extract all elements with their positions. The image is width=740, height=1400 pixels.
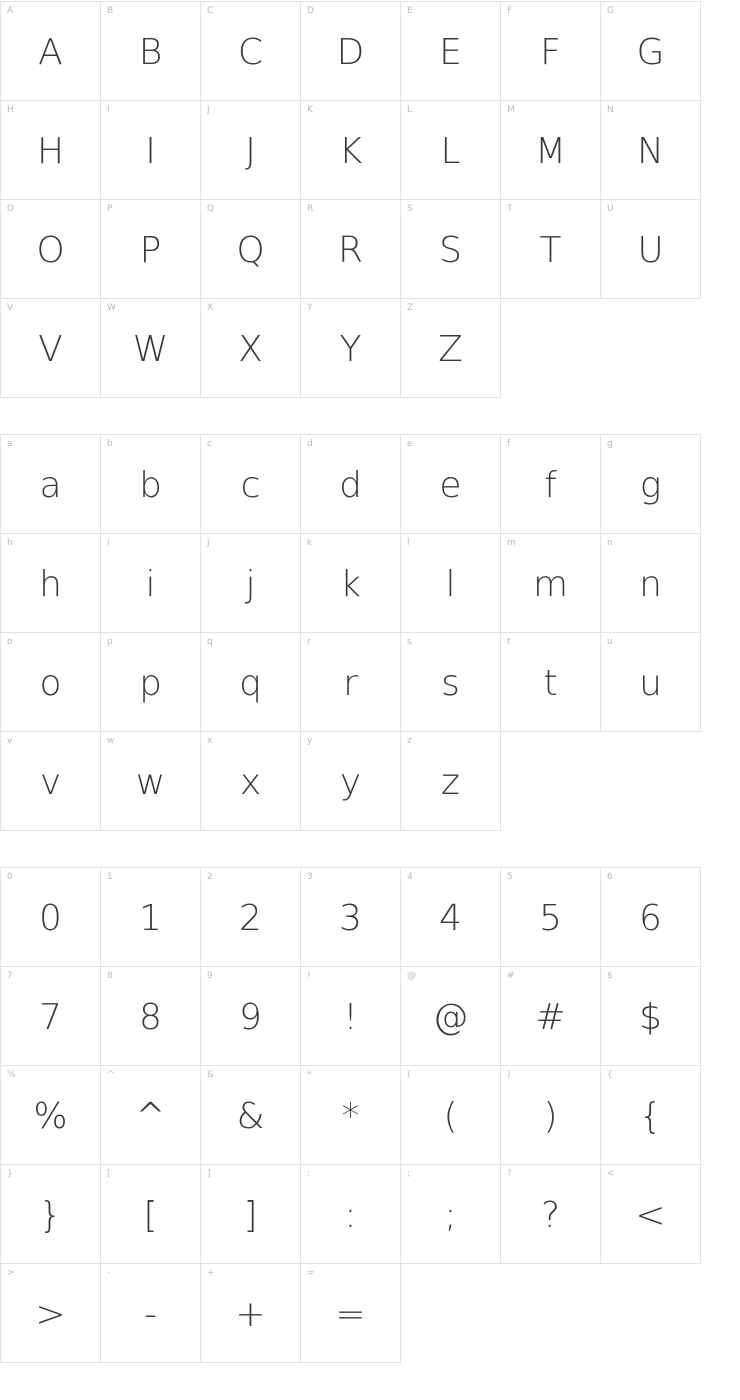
glyph-character: @ bbox=[432, 997, 469, 1038]
glyph-character: - bbox=[144, 1294, 157, 1335]
glyph-cell[interactable] bbox=[101, 2, 201, 101]
glyph-tag: ( bbox=[407, 1070, 411, 1080]
glyph-cell-empty bbox=[601, 732, 701, 831]
glyph-cell[interactable] bbox=[501, 2, 601, 101]
glyph-character: t bbox=[543, 663, 558, 704]
glyph-cell[interactable] bbox=[601, 1066, 701, 1165]
glyph-tag: K bbox=[307, 105, 313, 115]
glyph-tag: ) bbox=[507, 1070, 511, 1080]
glyph-cell[interactable] bbox=[501, 967, 601, 1066]
glyph-character: # bbox=[535, 997, 566, 1038]
glyph-cell[interactable] bbox=[601, 2, 701, 101]
glyph-tag: * bbox=[307, 1070, 312, 1080]
glyph-cell[interactable] bbox=[401, 435, 501, 534]
glyph-tag: O bbox=[7, 204, 15, 214]
glyph-tag: 6 bbox=[607, 872, 613, 882]
glyph-character: R bbox=[337, 230, 363, 271]
glyph-cell[interactable] bbox=[1, 1066, 101, 1165]
glyph-character: : bbox=[344, 1195, 357, 1236]
glyph-cell[interactable] bbox=[601, 1165, 701, 1264]
glyph-tag: A bbox=[7, 6, 14, 16]
glyph-tag: N bbox=[607, 105, 614, 115]
glyph-tag: h bbox=[7, 538, 13, 548]
glyph-cell[interactable] bbox=[601, 101, 701, 200]
glyph-cell[interactable] bbox=[301, 299, 401, 398]
glyph-cell[interactable] bbox=[301, 200, 401, 299]
glyph-cell[interactable] bbox=[201, 2, 301, 101]
glyph-cell[interactable] bbox=[1, 200, 101, 299]
glyph-cell[interactable] bbox=[601, 200, 701, 299]
glyph-tag: y bbox=[307, 736, 313, 746]
glyph-tag: 7 bbox=[7, 971, 13, 981]
glyph-character: T bbox=[539, 230, 562, 271]
glyph-character: S bbox=[439, 230, 462, 271]
glyph-tag: U bbox=[607, 204, 614, 214]
glyph-character: 5 bbox=[539, 898, 562, 939]
glyph-cell[interactable] bbox=[101, 435, 201, 534]
glyph-cell[interactable] bbox=[401, 967, 501, 1066]
glyph-tag: Q bbox=[207, 204, 215, 214]
glyph-character: J bbox=[245, 131, 256, 172]
glyph-tag: i bbox=[107, 538, 110, 548]
glyph-character: D bbox=[336, 32, 365, 73]
glyph-cell-empty bbox=[501, 732, 601, 831]
glyph-tag: n bbox=[607, 538, 613, 548]
glyph-cell[interactable] bbox=[501, 534, 601, 633]
glyph-character: F bbox=[540, 32, 561, 73]
glyph-cell[interactable] bbox=[401, 633, 501, 732]
glyph-character: 3 bbox=[339, 898, 362, 939]
glyph-cell[interactable] bbox=[101, 101, 201, 200]
glyph-tag: 8 bbox=[107, 971, 113, 981]
glyph-cell[interactable] bbox=[201, 1066, 301, 1165]
glyph-tag: q bbox=[207, 637, 213, 647]
glyph-character: 2 bbox=[239, 898, 262, 939]
glyph-cell[interactable] bbox=[201, 299, 301, 398]
glyph-tag: > bbox=[7, 1268, 15, 1278]
glyph-cell-empty bbox=[501, 299, 601, 398]
glyph-cell-empty bbox=[601, 1264, 701, 1363]
glyph-character: ( bbox=[443, 1096, 458, 1137]
glyph-tag: e bbox=[407, 439, 413, 449]
glyph-cell[interactable] bbox=[301, 1066, 401, 1165]
glyph-cell[interactable] bbox=[201, 1264, 301, 1363]
glyph-cell[interactable] bbox=[201, 101, 301, 200]
glyph-character: $ bbox=[639, 997, 662, 1038]
glyph-character: X bbox=[238, 329, 263, 370]
glyph-cell[interactable] bbox=[501, 1165, 601, 1264]
glyph-tag: E bbox=[407, 6, 413, 16]
glyph-character: [ bbox=[143, 1195, 158, 1236]
glyph-cell[interactable] bbox=[601, 534, 701, 633]
glyph-character: I bbox=[145, 131, 156, 172]
glyph-cell[interactable] bbox=[1, 2, 101, 101]
glyph-character: f bbox=[544, 465, 557, 506]
glyph-character: Z bbox=[438, 329, 463, 370]
glyph-character: B bbox=[138, 32, 163, 73]
glyph-tag: : bbox=[307, 1169, 311, 1179]
glyph-tag: D bbox=[307, 6, 314, 16]
glyph-tag: < bbox=[607, 1169, 615, 1179]
glyph-character: C bbox=[237, 32, 264, 73]
glyph-cell[interactable] bbox=[601, 967, 701, 1066]
glyph-character: ^ bbox=[135, 1096, 166, 1137]
glyph-tag: S bbox=[407, 204, 413, 214]
glyph-character: U bbox=[637, 230, 664, 271]
glyph-tag: Y bbox=[307, 303, 313, 313]
glyph-cell[interactable] bbox=[201, 534, 301, 633]
glyph-character: c bbox=[240, 465, 261, 506]
glyph-character: G bbox=[636, 32, 665, 73]
glyph-tag: I bbox=[107, 105, 110, 115]
glyph-cell[interactable] bbox=[301, 2, 401, 101]
glyph-cell[interactable] bbox=[101, 633, 201, 732]
glyph-cell[interactable] bbox=[601, 435, 701, 534]
glyph-cell[interactable] bbox=[501, 200, 601, 299]
glyph-tag: P bbox=[107, 204, 113, 214]
glyph-character: W bbox=[132, 329, 169, 370]
glyph-tag: J bbox=[207, 105, 210, 115]
glyph-character: } bbox=[39, 1195, 62, 1236]
glyph-cell[interactable] bbox=[401, 101, 501, 200]
glyph-cell[interactable] bbox=[101, 868, 201, 967]
glyph-character: q bbox=[239, 663, 262, 704]
glyph-cell[interactable] bbox=[201, 435, 301, 534]
glyph-tag: [ bbox=[107, 1169, 111, 1179]
glyph-tag: W bbox=[107, 303, 116, 313]
glyph-tag: ^ bbox=[107, 1070, 115, 1080]
glyph-character: w bbox=[135, 762, 166, 803]
section-lowercase bbox=[0, 434, 740, 831]
glyph-cell[interactable] bbox=[301, 633, 401, 732]
glyph-character: g bbox=[639, 465, 662, 506]
glyph-tag: z bbox=[407, 736, 412, 746]
glyph-cell[interactable] bbox=[401, 732, 501, 831]
glyph-tag: k bbox=[307, 538, 313, 548]
glyph-character: b bbox=[139, 465, 162, 506]
glyph-tag: G bbox=[607, 6, 614, 16]
glyph-tag: B bbox=[107, 6, 114, 16]
section-gap bbox=[0, 398, 740, 434]
glyph-cell[interactable] bbox=[601, 868, 701, 967]
glyph-character: i bbox=[145, 564, 156, 605]
glyph-cell[interactable] bbox=[1, 299, 101, 398]
glyph-tag: t bbox=[507, 637, 511, 647]
section-uppercase bbox=[0, 1, 740, 398]
glyph-tag: X bbox=[207, 303, 214, 313]
glyph-character: v bbox=[39, 762, 62, 803]
glyph-cell[interactable] bbox=[501, 1066, 601, 1165]
glyph-cell[interactable] bbox=[1, 534, 101, 633]
glyph-character: 9 bbox=[239, 997, 262, 1038]
glyph-cell[interactable] bbox=[101, 967, 201, 1066]
glyph-cell[interactable] bbox=[1, 1264, 101, 1363]
glyph-character: A bbox=[38, 32, 63, 73]
glyph-tag: 1 bbox=[107, 872, 113, 882]
glyph-grid bbox=[0, 434, 701, 831]
glyph-cell[interactable] bbox=[601, 633, 701, 732]
glyph-cell[interactable] bbox=[401, 2, 501, 101]
glyph-cell[interactable] bbox=[301, 732, 401, 831]
glyph-character: & bbox=[236, 1096, 265, 1137]
glyph-character: ) bbox=[543, 1096, 558, 1137]
sections-root bbox=[0, 1, 740, 1363]
glyph-cell[interactable] bbox=[301, 967, 401, 1066]
glyph-tag: 3 bbox=[307, 872, 313, 882]
glyph-tag: x bbox=[207, 736, 213, 746]
glyph-tag: & bbox=[207, 1070, 215, 1080]
glyph-tag: g bbox=[607, 439, 613, 449]
glyph-tag: c bbox=[207, 439, 212, 449]
glyph-character: L bbox=[440, 131, 461, 172]
glyph-character: Q bbox=[236, 230, 265, 271]
glyph-tag: 4 bbox=[407, 872, 413, 882]
glyph-cell[interactable] bbox=[301, 101, 401, 200]
glyph-tag: 5 bbox=[507, 872, 513, 882]
glyph-tag: } bbox=[7, 1169, 13, 1179]
glyph-tag: H bbox=[7, 105, 14, 115]
glyph-character: s bbox=[441, 663, 460, 704]
glyph-tag: j bbox=[207, 538, 210, 548]
glyph-character: ] bbox=[243, 1195, 258, 1236]
glyph-tag: F bbox=[507, 6, 513, 16]
glyph-character: ! bbox=[343, 997, 358, 1038]
glyph-character: * bbox=[341, 1096, 360, 1137]
glyph-cell[interactable] bbox=[101, 200, 201, 299]
glyph-cell[interactable] bbox=[1, 101, 101, 200]
glyph-cell[interactable] bbox=[201, 967, 301, 1066]
glyph-tag: v bbox=[7, 736, 13, 746]
glyph-tag: m bbox=[507, 538, 516, 548]
glyph-tag: a bbox=[7, 439, 13, 449]
glyph-tag: 2 bbox=[207, 872, 213, 882]
glyph-character: P bbox=[139, 230, 162, 271]
glyph-cell[interactable] bbox=[101, 1066, 201, 1165]
glyph-tag: - bbox=[107, 1268, 111, 1278]
glyph-cell[interactable] bbox=[1, 633, 101, 732]
glyph-character: 7 bbox=[39, 997, 62, 1038]
glyph-character: u bbox=[639, 663, 662, 704]
glyph-character: l bbox=[445, 564, 456, 605]
glyph-character: x bbox=[239, 762, 262, 803]
glyph-tag: s bbox=[407, 637, 412, 647]
glyph-character: d bbox=[339, 465, 362, 506]
glyph-character: z bbox=[441, 762, 460, 803]
glyph-cell[interactable] bbox=[501, 101, 601, 200]
glyph-cell[interactable] bbox=[401, 299, 501, 398]
glyph-grid bbox=[0, 1, 701, 398]
glyph-tag: w bbox=[107, 736, 115, 746]
glyph-cell[interactable] bbox=[501, 868, 601, 967]
glyph-character: + bbox=[235, 1294, 266, 1335]
glyph-cell[interactable] bbox=[201, 200, 301, 299]
glyph-character: < bbox=[635, 1195, 666, 1236]
glyph-character: % bbox=[33, 1096, 68, 1137]
glyph-cell[interactable] bbox=[1, 1165, 101, 1264]
glyph-character: Y bbox=[339, 329, 362, 370]
glyph-character: e bbox=[439, 465, 462, 506]
glyph-character: M bbox=[534, 131, 567, 172]
glyph-character: 6 bbox=[639, 898, 662, 939]
glyph-tag: # bbox=[507, 971, 515, 981]
glyph-cell[interactable] bbox=[401, 1066, 501, 1165]
glyph-cell[interactable] bbox=[201, 868, 301, 967]
glyph-character: n bbox=[639, 564, 662, 605]
glyph-tag: M bbox=[507, 105, 515, 115]
section-digits-and-symbols bbox=[0, 867, 740, 1363]
glyph-tag: ] bbox=[207, 1169, 211, 1179]
glyph-character: O bbox=[36, 230, 65, 271]
glyph-tag: + bbox=[207, 1268, 215, 1278]
glyph-cell[interactable] bbox=[101, 1264, 201, 1363]
glyph-tag: l bbox=[407, 538, 410, 548]
section-gap bbox=[0, 831, 740, 867]
glyph-tag: b bbox=[107, 439, 113, 449]
glyph-cell[interactable] bbox=[301, 1165, 401, 1264]
glyph-character: 1 bbox=[139, 898, 162, 939]
glyph-grid bbox=[0, 867, 701, 1363]
glyph-tag: 9 bbox=[207, 971, 213, 981]
glyph-character: ; bbox=[444, 1195, 457, 1236]
glyph-tag: 0 bbox=[7, 872, 13, 882]
glyph-character: > bbox=[35, 1294, 66, 1335]
glyph-cell[interactable] bbox=[301, 435, 401, 534]
glyph-cell[interactable] bbox=[101, 732, 201, 831]
glyph-tag: ! bbox=[307, 971, 311, 981]
glyph-cell[interactable] bbox=[101, 299, 201, 398]
glyph-character: = bbox=[335, 1294, 366, 1335]
glyph-cell[interactable] bbox=[101, 534, 201, 633]
glyph-cell-empty bbox=[501, 1264, 601, 1363]
glyph-tag: o bbox=[7, 637, 13, 647]
glyph-cell[interactable] bbox=[1, 967, 101, 1066]
glyph-character: { bbox=[639, 1096, 662, 1137]
glyph-tag: ? bbox=[507, 1169, 512, 1179]
glyph-cell[interactable] bbox=[1, 732, 101, 831]
glyph-cell[interactable] bbox=[201, 633, 301, 732]
glyph-tag: Z bbox=[407, 303, 414, 313]
glyph-cell[interactable] bbox=[201, 1165, 301, 1264]
glyph-tag: V bbox=[7, 303, 14, 313]
glyph-tag: = bbox=[307, 1268, 315, 1278]
glyph-cell[interactable] bbox=[201, 732, 301, 831]
glyph-character: 0 bbox=[39, 898, 62, 939]
glyph-character: o bbox=[39, 663, 62, 704]
glyph-character: p bbox=[139, 663, 162, 704]
glyph-cell[interactable] bbox=[501, 435, 601, 534]
glyph-tag: L bbox=[407, 105, 413, 115]
glyph-tag: r bbox=[307, 637, 311, 647]
glyph-tag: { bbox=[607, 1070, 613, 1080]
glyph-character: a bbox=[39, 465, 62, 506]
glyph-cell[interactable] bbox=[401, 200, 501, 299]
glyph-tag: R bbox=[307, 204, 314, 214]
glyph-tag: @ bbox=[407, 971, 416, 981]
glyph-tag: % bbox=[7, 1070, 16, 1080]
glyph-character: k bbox=[340, 564, 361, 605]
glyph-character: N bbox=[637, 131, 664, 172]
glyph-cell[interactable] bbox=[1, 868, 101, 967]
glyph-cell[interactable] bbox=[501, 633, 601, 732]
glyph-character: y bbox=[339, 762, 362, 803]
glyph-character: h bbox=[39, 564, 62, 605]
glyph-cell[interactable] bbox=[101, 1165, 201, 1264]
glyph-tag: C bbox=[207, 6, 214, 16]
glyph-cell-empty bbox=[601, 299, 701, 398]
glyph-cell[interactable] bbox=[401, 534, 501, 633]
glyph-character: E bbox=[439, 32, 462, 73]
glyph-cell[interactable] bbox=[401, 1165, 501, 1264]
glyph-tag: f bbox=[507, 439, 511, 449]
glyph-tag: p bbox=[107, 637, 113, 647]
glyph-cell[interactable] bbox=[301, 1264, 401, 1363]
glyph-character: ? bbox=[540, 1195, 561, 1236]
glyph-character: j bbox=[245, 564, 256, 605]
glyph-tag: $ bbox=[607, 971, 613, 981]
glyph-cell[interactable] bbox=[301, 534, 401, 633]
glyph-character: 4 bbox=[439, 898, 462, 939]
glyph-cell[interactable] bbox=[1, 435, 101, 534]
glyph-character: V bbox=[38, 329, 63, 370]
glyph-character: r bbox=[343, 663, 358, 704]
glyph-tag: ; bbox=[407, 1169, 411, 1179]
glyph-cell[interactable] bbox=[401, 868, 501, 967]
glyph-character: K bbox=[338, 131, 363, 172]
glyph-tag: d bbox=[307, 439, 313, 449]
glyph-cell[interactable] bbox=[301, 868, 401, 967]
glyph-character: m bbox=[532, 564, 569, 605]
glyph-character: H bbox=[36, 131, 65, 172]
glyph-cell-empty bbox=[401, 1264, 501, 1363]
glyph-tag: u bbox=[607, 637, 613, 647]
glyph-tag: T bbox=[507, 204, 513, 214]
glyph-character: 8 bbox=[139, 997, 162, 1038]
